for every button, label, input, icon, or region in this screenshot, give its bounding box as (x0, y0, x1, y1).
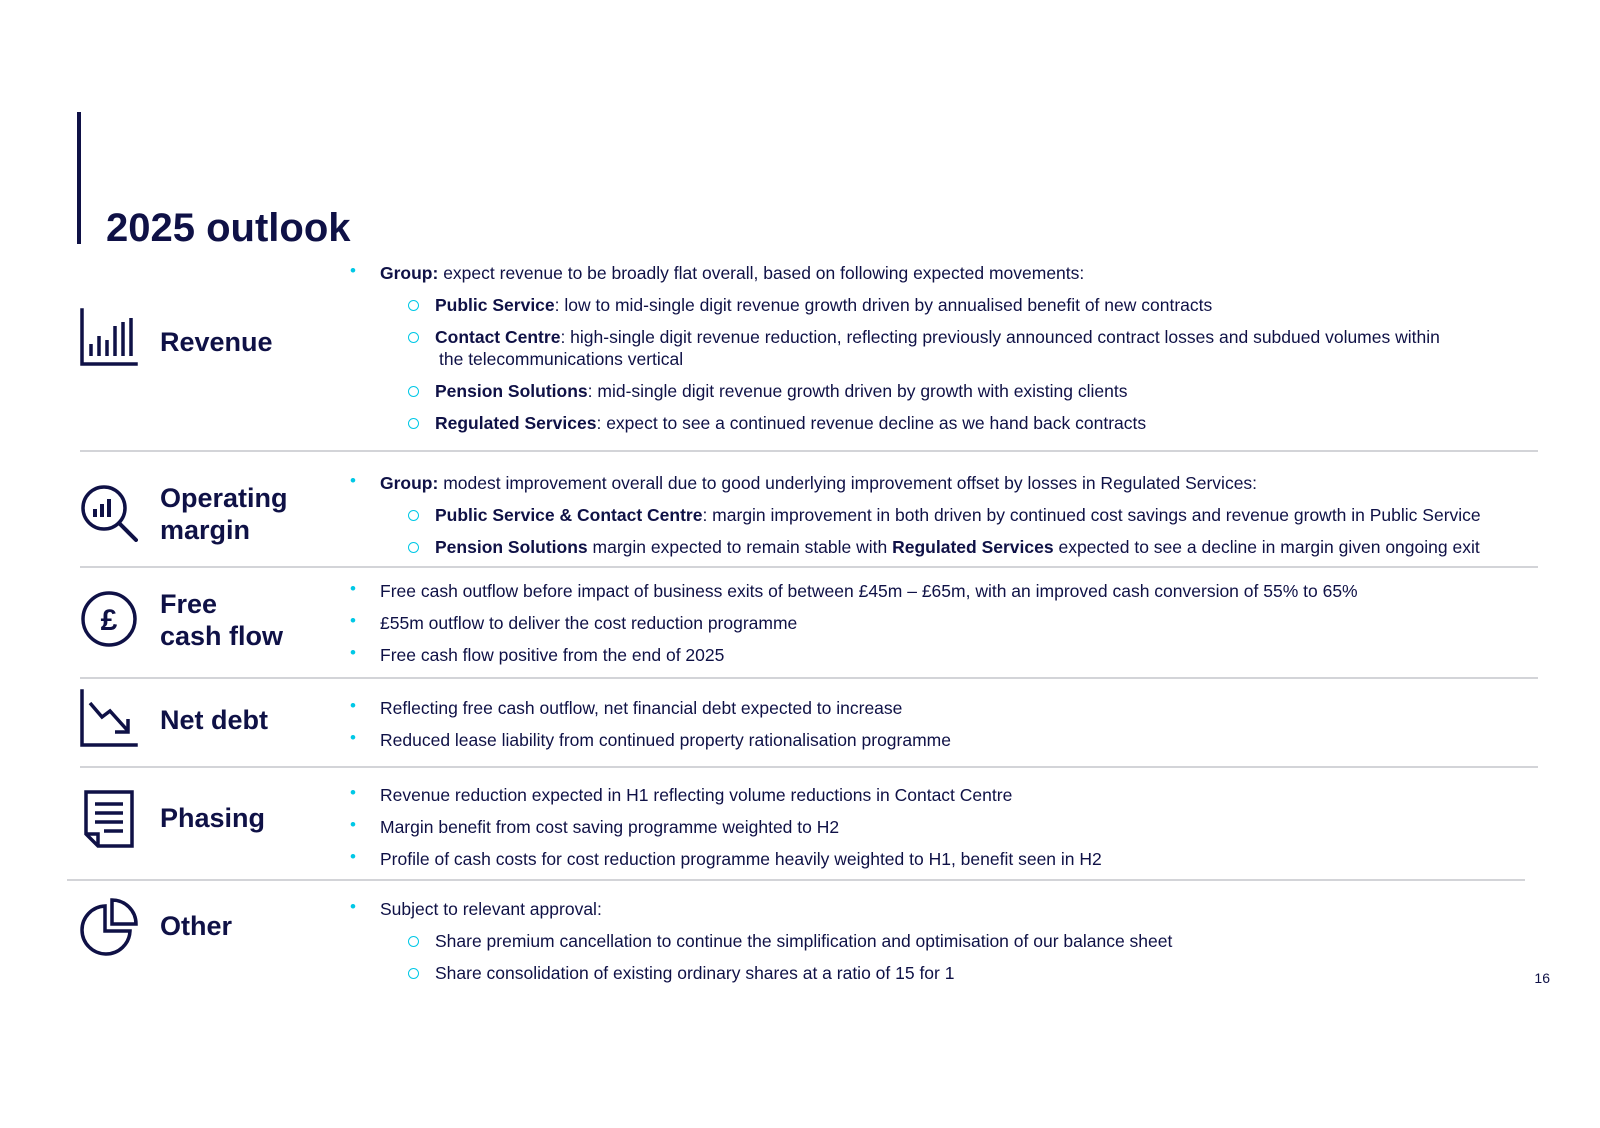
divider (80, 566, 1538, 568)
divider (80, 450, 1538, 452)
bullet-list (350, 784, 1538, 880)
list-item: • Group: modest improvement overall due to good underlying improvement offset by losses in Regulated Services: (350, 472, 1538, 494)
list-item: Public Service & Contact Centre: margin improvement in both driven by continued cost savings and revenue growth in Public Service (350, 504, 1538, 526)
pound-coin-icon (80, 590, 138, 648)
bar-chart-icon (80, 308, 138, 366)
bullet-list (350, 697, 1538, 761)
magnifier-chart-icon (80, 484, 138, 542)
declining-chart-icon (80, 689, 138, 747)
page-title: 2025 outlook (106, 206, 351, 250)
section-label: Revenue (160, 327, 273, 357)
list-item: Pension Solutions: mid-single digit revenue growth driven by growth with existing clients (350, 380, 1538, 402)
list-item: • Free cash outflow before impact of business exits of between £45m – £65m, with an improved cash conversion of 55% to 65% (350, 580, 1538, 602)
list-item: • Profile of cash costs for cost reduction programme heavily weighted to H1, benefit seen in H2 (350, 848, 1538, 870)
section-label: Free cash flow (160, 589, 284, 651)
divider (80, 766, 1538, 768)
bullet-list (350, 472, 1538, 568)
pie-chart-icon (80, 898, 138, 956)
divider (80, 677, 1538, 679)
bullet-list (350, 262, 1538, 444)
bullet-list (350, 898, 1538, 994)
page-number: 16 (1534, 970, 1550, 986)
list-item: • Reduced lease liability from continued property rationalisation programme (350, 729, 1538, 751)
list-item: Contact Centre: high-single digit revenue reduction, reflecting previously announced contract losses and subdued volumes within the telecommunications vertical (350, 326, 1538, 370)
list-item: • Subject to relevant approval: (350, 898, 1538, 920)
list-item: Public Service: low to mid-single digit revenue growth driven by annualised benefit of new contracts (350, 294, 1538, 316)
list-item: • Reflecting free cash outflow, net financial debt expected to increase (350, 697, 1538, 719)
title-accent-bar (77, 112, 81, 244)
bullet-list (350, 580, 1538, 676)
list-item: Share premium cancellation to continue the simplification and optimisation of our balance sheet (350, 930, 1538, 952)
document-icon (80, 790, 138, 848)
list-item: Pension Solutions margin expected to remain stable with Regulated Services expected to see a decline in margin given ongoing exit (350, 536, 1538, 558)
divider (67, 879, 1525, 881)
list-item: • £55m outflow to deliver the cost reduction programme (350, 612, 1538, 634)
section-revenue (80, 262, 1538, 437)
list-item: • Free cash flow positive from the end of 2025 (350, 644, 1538, 666)
section-operating-margin (80, 472, 1538, 562)
svg-text:£: £ (100, 604, 118, 637)
list-item: • Margin benefit from cost saving programme weighted to H2 (350, 816, 1538, 838)
list-item: • Group: expect revenue to be broadly flat overall, based on following expected movements: (350, 262, 1538, 284)
section-label: Other (160, 911, 233, 941)
section-other (80, 898, 1538, 988)
section-label: Net debt (160, 705, 268, 735)
section-label: Operating margin (160, 483, 288, 545)
section-free-cash-flow (80, 580, 1538, 670)
list-item: Regulated Services: expect to see a continued revenue decline as we hand back contracts (350, 412, 1538, 434)
section-label: Phasing (160, 803, 266, 833)
list-item: Share consolidation of existing ordinary shares at a ratio of 15 for 1 (350, 962, 1538, 984)
list-item: • Revenue reduction expected in H1 reflecting volume reductions in Contact Centre (350, 784, 1538, 806)
section-phasing (80, 784, 1538, 874)
section-net-debt (80, 697, 1538, 757)
